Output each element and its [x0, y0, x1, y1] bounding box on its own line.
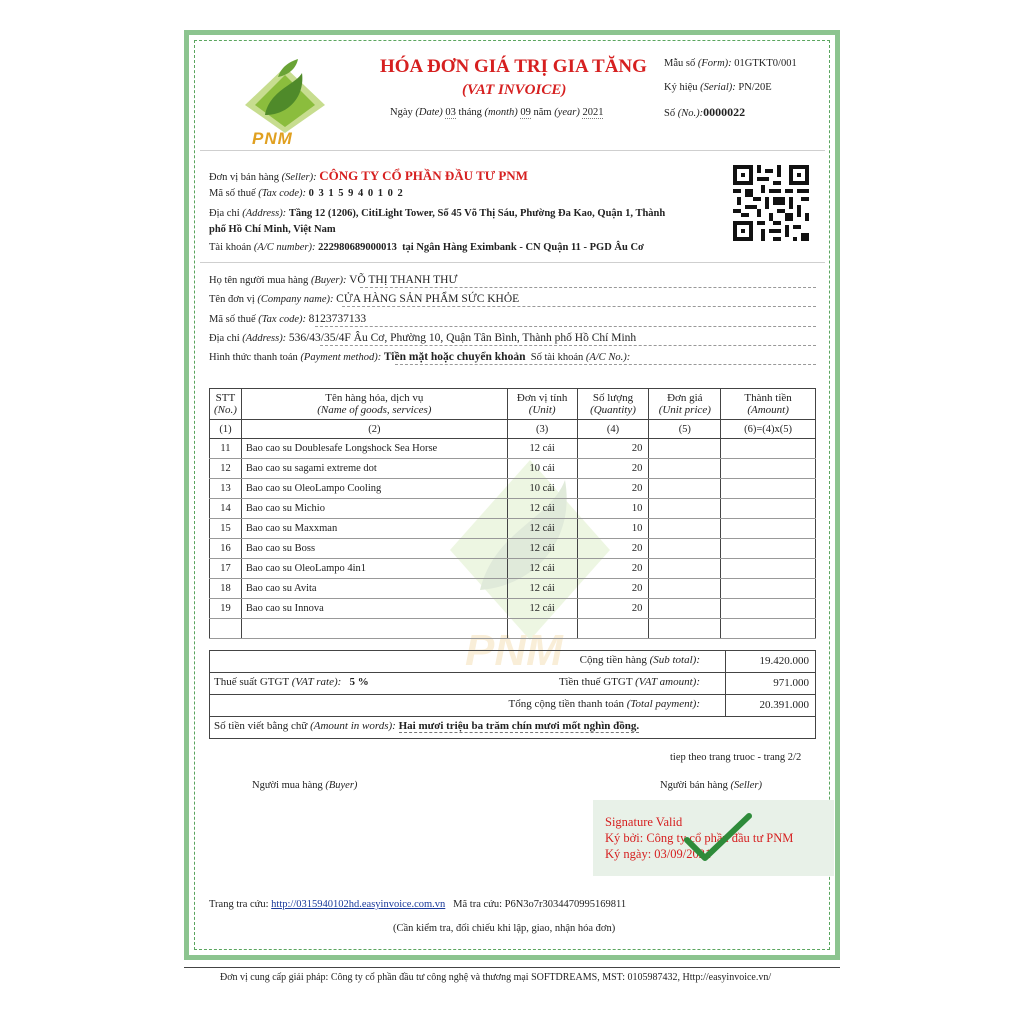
- serial-number: Ký hiệu (Serial): PN/20E: [664, 82, 772, 93]
- footer-text: Đơn vị cung cấp giải pháp: Công ty cổ phần đầu tư công nghệ và thương mại SOFTDREAMS, MST: 0105987432, Http://easyinvoice.vn/: [220, 972, 772, 983]
- footer-divider: [184, 967, 840, 968]
- buyer-name-dots: [360, 287, 816, 288]
- total-value: 20.391.000: [725, 695, 815, 716]
- checkmark-icon: [683, 812, 753, 864]
- totals-section: [209, 650, 816, 739]
- table-row: 17 Bao cao su OleoLampo 4in1 12 cái 20: [210, 559, 816, 579]
- table-row: 18 Bao cao su Avita 12 cái 20: [210, 579, 816, 599]
- digital-signature-box: [593, 800, 834, 876]
- amount-words-row: Số tiền viết bằng chữ (Amount in words): Hai mươi triệu ba trăm chín mươi mốt nghìn đồng.: [210, 716, 815, 738]
- seller-name: CÔNG TY CỔ PHẦN ĐẦU TƯ PNM: [319, 168, 528, 183]
- signature-signed-by: Ký bởi: Công ty cổ phần đầu tư PNM: [605, 831, 794, 845]
- table-row: 14 Bao cao su Michio 12 cái 10: [210, 499, 816, 519]
- table-row: 13 Bao cao su OleoLampo Cooling 10 cái 20: [210, 479, 816, 499]
- subtotal-row: Cộng tiền hàng (Sub total): 19.420.000: [210, 650, 815, 672]
- payment-line: Hình thức thanh toán (Payment method): Tiền mặt hoặc chuyển khoản Số tài khoản (A/C No.):: [209, 351, 631, 363]
- continued-note: tiep theo trang truoc - trang 2/2: [670, 752, 802, 763]
- invoice-title: HÓA ĐƠN GIÁ TRỊ GIA TĂNG: [380, 56, 647, 77]
- invoice-date: Ngày (Date) 03 tháng (month) 09 năm (year) 2021: [390, 107, 604, 118]
- table-header-row: [210, 389, 816, 420]
- payment-dots: [395, 364, 816, 365]
- vat-amount-value: 971.000: [725, 673, 815, 694]
- invoice-number: Số (No.):0000022: [664, 105, 746, 119]
- seller-tax-line: Mã số thuế (Tax code): 0 3 1 5 9 4 0 1 0 2: [209, 188, 404, 199]
- col-header-unit: Đơn vị tính (Unit): [507, 389, 577, 420]
- col-header-amount: Thành tiền (Amount): [721, 389, 816, 420]
- company-logo: [240, 55, 330, 150]
- signature-valid: Signature Valid: [605, 815, 683, 829]
- table-row-empty: [210, 619, 816, 639]
- seller-signature-label: Người bán hàng (Seller): [660, 780, 762, 791]
- seller-name-line: Đơn vị bán hàng (Seller): CÔNG TY CỔ PHẦN ĐẦU TƯ PNM: [209, 168, 528, 183]
- buyer-signature-label: Người mua hàng (Buyer): [252, 780, 358, 791]
- col-header-qty: Số lượng (Quantity): [577, 389, 649, 420]
- buyer-tax-dots: [315, 326, 816, 327]
- col-header-price: Đơn giá (Unit price): [649, 389, 721, 420]
- items-table: [209, 388, 816, 639]
- buyer-company-line: Tên đơn vị (Company name): CỬA HÀNG SẢN PHẨM SỨC KHỎE: [209, 293, 520, 305]
- vat-row: Thuế suất GTGT (VAT rate): 5 % Tiền thuế GTGT (VAT amount): 971.000: [210, 672, 815, 694]
- table-row: 12 Bao cao su sagami extreme dot 10 cái 20: [210, 459, 816, 479]
- table-row: 11 Bao cao su Doublesafe Longshock Sea Horse 12 cái 20: [210, 439, 816, 459]
- form-number: Mẫu số (Form): 01GTKT0/001: [664, 58, 797, 69]
- table-row: 16 Bao cao su Boss 12 cái 20: [210, 539, 816, 559]
- total-row: Tổng cộng tiền thanh toán (Total payment): 20.391.000: [210, 694, 815, 716]
- table-row: 19 Bao cao su Innova 12 cái 20: [210, 599, 816, 619]
- invoice-subtitle: (VAT INVOICE): [462, 82, 567, 98]
- subtotal-value: 19.420.000: [725, 651, 815, 672]
- leaf-logo-icon: [240, 55, 330, 135]
- col-header-name: Tên hàng hóa, dịch vụ (Name of goods, services): [241, 389, 507, 420]
- logo-text: PNM: [252, 129, 293, 148]
- table-row: 15 Bao cao su Maxxman 12 cái 10: [210, 519, 816, 539]
- table-index-row: (1) (2) (3) (4) (5) (6)=(4)x(5): [210, 420, 816, 439]
- buyer-company-dots: [342, 306, 816, 307]
- signature-date: Ký ngày: 03/09/2021: [605, 847, 712, 861]
- lookup-url-link[interactable]: http://0315940102hd.easyinvoice.com.vn: [271, 899, 446, 910]
- lookup-line: Trang tra cứu: http://0315940102hd.easyinvoice.com.vn Mã tra cứu: P6N3o7r3034470995169811: [209, 899, 627, 910]
- col-header-stt: STT (No.): [210, 389, 242, 420]
- seller-divider: [200, 262, 825, 263]
- buyer-address-line: Địa chỉ (Address): 536/43/35/4F Âu Cơ, Phường 10, Quận Tân Bình, Thành phố Hồ Chí Minh: [209, 332, 637, 344]
- header-divider: [200, 150, 825, 151]
- buyer-address-dots: [320, 345, 816, 346]
- qr-code-icon: [733, 165, 809, 241]
- svg-text:PNM: PNM: [465, 626, 563, 675]
- buyer-name-line: Họ tên người mua hàng (Buyer): VÕ THỊ THANH THƯ: [209, 274, 458, 286]
- seller-address-line: Địa chỉ (Address): Tầng 12 (1206), CitiLight Tower, Số 45 Võ Thị Sáu, Phường Đa Kao, Quận 1, Thành phố Hồ Chí Minh, Việt Nam: [209, 208, 666, 235]
- seller-account-line: Tài khoản (A/C number): 222980689000013 tại Ngân Hàng Eximbank - CN Quận 11 - PGD Âu Cơ: [209, 242, 644, 253]
- buyer-tax-line: Mã số thuế (Tax code): 8123737133: [209, 313, 367, 325]
- lookup-note: (Cần kiểm tra, đối chiếu khi lập, giao, nhận hóa đơn): [393, 923, 616, 934]
